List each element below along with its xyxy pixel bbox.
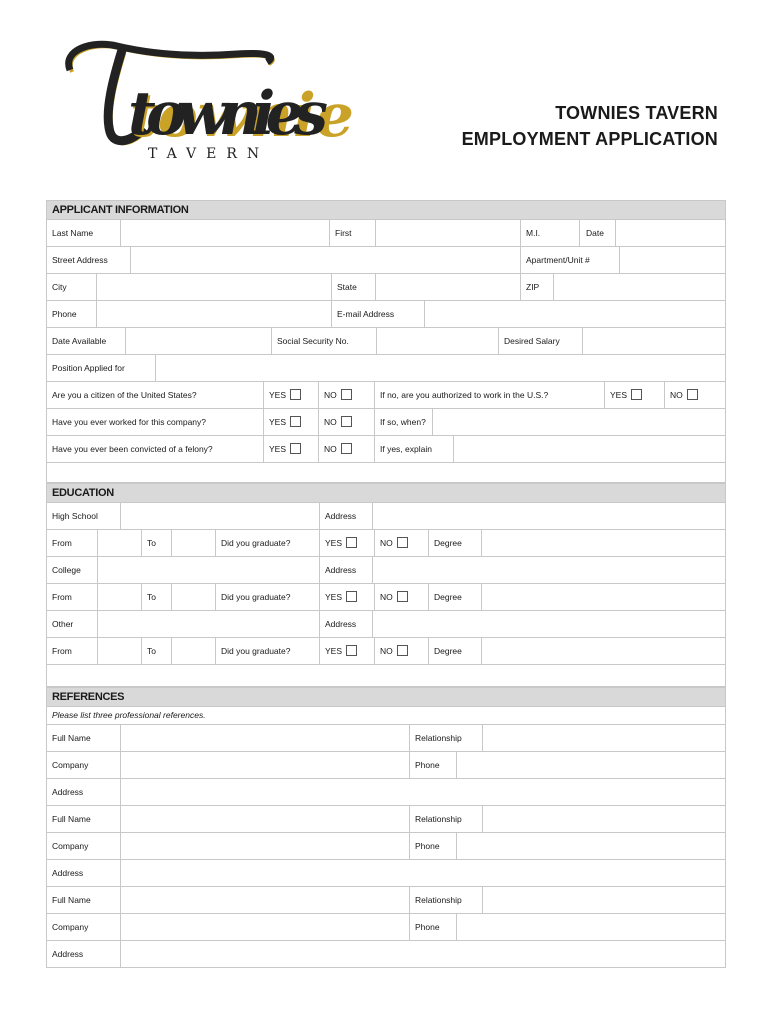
checkbox-icon[interactable] bbox=[290, 389, 301, 400]
reference-3-address-row bbox=[46, 941, 726, 968]
phone-label: Phone bbox=[52, 309, 77, 319]
middle-initial-label: M.I. bbox=[526, 228, 541, 238]
to-field[interactable] bbox=[171, 584, 216, 610]
checkbox-icon[interactable] bbox=[341, 443, 352, 454]
degree-field[interactable] bbox=[481, 584, 725, 610]
first-name-label: First bbox=[335, 228, 352, 238]
graduate-yes-option[interactable] bbox=[320, 530, 375, 556]
email-field[interactable] bbox=[424, 301, 725, 327]
no-label: NO bbox=[380, 538, 393, 548]
checkbox-icon[interactable] bbox=[687, 389, 698, 400]
title-line-1: TOWNIES TAVERN bbox=[555, 103, 718, 123]
last-name-field[interactable] bbox=[120, 220, 330, 246]
reference-1-company-row bbox=[46, 752, 726, 779]
felony-row bbox=[46, 436, 726, 463]
from-field[interactable] bbox=[97, 638, 142, 664]
graduate-label: Did you graduate? bbox=[216, 584, 320, 610]
relationship-field[interactable] bbox=[482, 725, 725, 751]
to-field[interactable] bbox=[171, 530, 216, 556]
other-row bbox=[46, 611, 726, 638]
references-note-row bbox=[46, 707, 726, 725]
other-label: Other bbox=[52, 619, 74, 629]
reference-2-company-row bbox=[46, 833, 726, 860]
other-dates-row bbox=[46, 638, 726, 665]
reference-3-name-row bbox=[46, 887, 726, 914]
full-name-label: Full Name bbox=[52, 733, 91, 743]
apartment-label: Apartment/Unit # bbox=[526, 255, 590, 265]
full-name-field[interactable] bbox=[120, 887, 410, 913]
position-field[interactable] bbox=[155, 355, 725, 381]
from-field[interactable] bbox=[97, 530, 142, 556]
when-field[interactable] bbox=[432, 409, 725, 435]
no-label: NO bbox=[324, 390, 337, 400]
date-label: Date bbox=[586, 228, 604, 238]
logo-subtitle: TAVERN bbox=[148, 146, 270, 161]
phone-label: Phone bbox=[415, 841, 440, 851]
logo-wordmark: townies bbox=[128, 79, 328, 149]
state-label: State bbox=[337, 282, 357, 292]
street-address-field[interactable] bbox=[130, 247, 521, 273]
checkbox-icon[interactable] bbox=[290, 416, 301, 427]
checkbox-icon[interactable] bbox=[341, 389, 352, 400]
street-address-label: Street Address bbox=[52, 255, 108, 265]
company-label: Company bbox=[52, 841, 89, 851]
to-label: To bbox=[147, 592, 156, 602]
felony-no-option[interactable] bbox=[319, 436, 375, 462]
high-school-row bbox=[46, 503, 726, 530]
first-name-field[interactable] bbox=[375, 220, 521, 246]
availability-row bbox=[46, 328, 726, 355]
company-label: Company bbox=[52, 760, 89, 770]
reference-1-address-row bbox=[46, 779, 726, 806]
degree-field[interactable] bbox=[481, 638, 725, 664]
reference-3-company-row bbox=[46, 914, 726, 941]
checkbox-icon[interactable] bbox=[346, 645, 357, 656]
address-field[interactable] bbox=[120, 860, 725, 886]
checkbox-icon[interactable] bbox=[346, 537, 357, 548]
ssn-field[interactable] bbox=[376, 328, 499, 354]
graduate-label: Did you graduate? bbox=[216, 530, 320, 556]
phone-field[interactable] bbox=[456, 914, 725, 940]
section-spacer bbox=[46, 665, 726, 687]
citizen-row bbox=[46, 382, 726, 409]
college-row bbox=[46, 557, 726, 584]
phone-row bbox=[46, 301, 726, 328]
city-field[interactable] bbox=[96, 274, 332, 300]
reference-2-address-row bbox=[46, 860, 726, 887]
degree-field[interactable] bbox=[481, 530, 725, 556]
yes-label: YES bbox=[610, 390, 628, 400]
phone-label: Phone bbox=[415, 760, 440, 770]
high-school-dates-row bbox=[46, 530, 726, 557]
address-label: Address bbox=[325, 511, 357, 521]
date-available-field[interactable] bbox=[125, 328, 272, 354]
address-label: Address bbox=[52, 787, 84, 797]
relationship-label: Relationship bbox=[415, 733, 462, 743]
from-label: From bbox=[52, 646, 72, 656]
explain-field[interactable] bbox=[453, 436, 725, 462]
zip-label: ZIP bbox=[526, 282, 540, 292]
ssn-label: Social Security No. bbox=[277, 336, 349, 346]
address-field[interactable] bbox=[120, 779, 725, 805]
citizen-no-option[interactable] bbox=[319, 382, 375, 408]
logo-wordmark-shadow: townie bbox=[130, 81, 352, 151]
phone-field[interactable] bbox=[456, 833, 725, 859]
other-field[interactable] bbox=[97, 611, 320, 637]
citizen-yes-option[interactable] bbox=[264, 382, 319, 408]
zip-field[interactable] bbox=[553, 274, 725, 300]
from-label: From bbox=[52, 592, 72, 602]
no-label: NO bbox=[324, 444, 337, 454]
relationship-field[interactable] bbox=[482, 887, 725, 913]
checkbox-icon[interactable] bbox=[631, 389, 642, 400]
to-field[interactable] bbox=[171, 638, 216, 664]
checkbox-icon[interactable] bbox=[341, 416, 352, 427]
address-label: Address bbox=[52, 949, 84, 959]
city-row bbox=[46, 274, 726, 301]
full-name-label: Full Name bbox=[52, 895, 91, 905]
title-line-2: EMPLOYMENT APPLICATION bbox=[461, 129, 718, 149]
from-label: From bbox=[52, 538, 72, 548]
company-field[interactable] bbox=[120, 833, 410, 859]
full-name-label: Full Name bbox=[52, 814, 91, 824]
other-address-field[interactable] bbox=[372, 611, 725, 637]
yes-label: YES bbox=[325, 538, 343, 548]
worked-no-option[interactable] bbox=[319, 409, 375, 435]
last-name-label: Last Name bbox=[52, 228, 94, 238]
state-field[interactable] bbox=[375, 274, 521, 300]
worked-row bbox=[46, 409, 726, 436]
high-school-label: High School bbox=[52, 511, 98, 521]
to-label: To bbox=[147, 646, 156, 656]
graduate-no-option[interactable] bbox=[375, 638, 429, 664]
relationship-label: Relationship bbox=[415, 814, 462, 824]
yes-label: YES bbox=[325, 592, 343, 602]
worked-yes-option[interactable] bbox=[264, 409, 319, 435]
yes-label: YES bbox=[269, 444, 287, 454]
college-address-field[interactable] bbox=[372, 557, 725, 583]
date-available-label: Date Available bbox=[52, 336, 107, 346]
authorized-no-option[interactable] bbox=[665, 382, 725, 408]
degree-label: Degree bbox=[434, 646, 462, 656]
position-label: Position Applied for bbox=[52, 363, 125, 373]
high-school-address-field[interactable] bbox=[372, 503, 725, 529]
felony-question: Have you ever been convicted of a felony? bbox=[47, 436, 264, 462]
college-dates-row bbox=[46, 584, 726, 611]
no-label: NO bbox=[324, 417, 337, 427]
section-spacer bbox=[46, 463, 726, 483]
address-label: Address bbox=[325, 619, 357, 629]
applicant-section-header: APPLICANT INFORMATION bbox=[46, 200, 726, 220]
authorized-yes-option[interactable] bbox=[605, 382, 665, 408]
degree-label: Degree bbox=[434, 538, 462, 548]
company-field[interactable] bbox=[120, 752, 410, 778]
reference-2-name-row bbox=[46, 806, 726, 833]
date-field[interactable] bbox=[615, 220, 725, 246]
email-label: E-mail Address bbox=[337, 309, 395, 319]
yes-label: YES bbox=[325, 646, 343, 656]
authorized-question: If no, are you authorized to work in the U.S.? bbox=[375, 382, 605, 408]
company-field[interactable] bbox=[120, 914, 410, 940]
education-section-header: EDUCATION bbox=[46, 483, 726, 503]
reference-1-name-row bbox=[46, 725, 726, 752]
checkbox-icon[interactable] bbox=[397, 537, 408, 548]
desired-salary-field[interactable] bbox=[582, 328, 725, 354]
felony-yes-option[interactable] bbox=[264, 436, 319, 462]
address-label: Address bbox=[325, 565, 357, 575]
relationship-label: Relationship bbox=[415, 895, 462, 905]
company-label: Company bbox=[52, 922, 89, 932]
address-field[interactable] bbox=[120, 941, 725, 967]
full-name-field[interactable] bbox=[120, 725, 410, 751]
college-field[interactable] bbox=[97, 557, 320, 583]
yes-label: YES bbox=[269, 417, 287, 427]
graduate-label: Did you graduate? bbox=[216, 638, 320, 664]
yes-label: YES bbox=[269, 390, 287, 400]
desired-salary-label: Desired Salary bbox=[504, 336, 560, 346]
checkbox-icon[interactable] bbox=[290, 443, 301, 454]
no-label: NO bbox=[670, 390, 683, 400]
checkbox-icon[interactable] bbox=[397, 645, 408, 656]
from-field[interactable] bbox=[97, 584, 142, 610]
checkbox-icon[interactable] bbox=[397, 591, 408, 602]
logo-graphic bbox=[62, 36, 352, 161]
name-row bbox=[46, 220, 726, 247]
townies-tavern-logo bbox=[62, 36, 352, 161]
high-school-field[interactable] bbox=[120, 503, 320, 529]
document-title bbox=[462, 100, 718, 152]
phone-field[interactable] bbox=[456, 752, 725, 778]
no-label: NO bbox=[380, 592, 393, 602]
graduate-no-option[interactable] bbox=[375, 584, 429, 610]
phone-field[interactable] bbox=[96, 301, 332, 327]
references-section-header: REFERENCES bbox=[46, 687, 726, 707]
street-row bbox=[46, 247, 726, 274]
worked-question: Have you ever worked for this company? bbox=[47, 409, 264, 435]
address-label: Address bbox=[52, 868, 84, 878]
explain-label: If yes, explain bbox=[380, 444, 432, 454]
degree-label: Degree bbox=[434, 592, 462, 602]
no-label: NO bbox=[380, 646, 393, 656]
to-label: To bbox=[147, 538, 156, 548]
when-label: If so, when? bbox=[380, 417, 426, 427]
graduate-no-option[interactable] bbox=[375, 530, 429, 556]
college-label: College bbox=[52, 565, 81, 575]
checkbox-icon[interactable] bbox=[346, 591, 357, 602]
references-note: Please list three professional references. bbox=[52, 710, 206, 720]
graduate-yes-option[interactable] bbox=[320, 584, 375, 610]
city-label: City bbox=[52, 282, 67, 292]
graduate-yes-option[interactable] bbox=[320, 638, 375, 664]
full-name-field[interactable] bbox=[120, 806, 410, 832]
phone-label: Phone bbox=[415, 922, 440, 932]
apartment-field[interactable] bbox=[619, 247, 725, 273]
citizen-question: Are you a citizen of the United States? bbox=[47, 382, 264, 408]
application-form bbox=[46, 200, 726, 968]
relationship-field[interactable] bbox=[482, 806, 725, 832]
position-row bbox=[46, 355, 726, 382]
